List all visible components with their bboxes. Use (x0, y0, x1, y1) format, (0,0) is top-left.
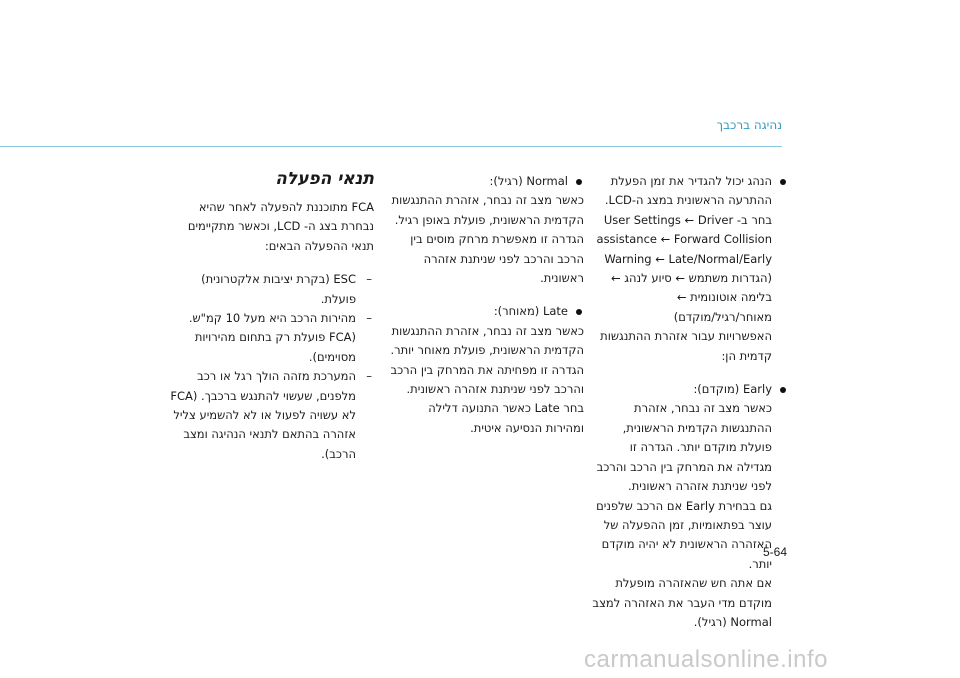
conditions-list (170, 270, 374, 464)
normal-description: כאשר מצב זה נבחר, אזהרת ההתנגשות הקדמית הראשונית, פועלת באופן רגיל. הגדרה זו מאפשרת מרחק מוסים בין הרכב והרכב לפני שניתנת אזהרה ראשונית. (391, 193, 584, 286)
bullet-early: Early (מוקדם): (592, 380, 788, 399)
watermark (0, 630, 960, 678)
late-description: כאשר מצב זה נבחר, אזהרת ההתנגשות הקדמית הראשונית, פועלת מאוחר יותר. הגדרה זו מפחיתה את המרחק בין הרכב והרכב לפני שניתנת אזהרה ראשונית. (390, 323, 584, 397)
page-number: 5-64 (763, 545, 788, 559)
condition-item: – המערכת מזהה הולך רגל או רכב מלפנים, שעשוי להתנגש ברכבך. (FCA לא עשויה לפעול או לא להשמיע צליל אזהרה בהתאם לתנאי הנהיגה ומצב הרכב). (170, 367, 374, 464)
left-column (170, 168, 374, 464)
condition-item: – מהירות הרכב היא מעל 10 קמ"ש. (FCA פועלת רק בתחום מהירויות מסוימים). (170, 309, 374, 367)
bullet-late: Late (מאוחר): (388, 302, 584, 321)
bullet-timing-setting: הנהג יכול להגדיר את זמן הפעלת ההתרעה הראשונית במצג ה-LCD. (592, 172, 788, 211)
right-column (592, 172, 788, 646)
options-intro-text: האפשרויות עבור אזהרת ההתנגשות קדמית הן: (600, 329, 772, 363)
menu-path-text: בחר ב- User Settings ← Driver assistance ← Forward Collision Warning ← Late/Normal/Early (הגדרות משתמש ← סיוע לנהג ← בלימה אוטונומית ← מאוחר/רגיל/מוקדם) (596, 212, 772, 324)
operating-conditions-title: תנאי הפעלה (275, 169, 374, 189)
watermark-text: carmanualsonline.info (584, 646, 828, 673)
condition-item: – ESC (בקרת יציבות אלקטרונית) פועלת. (170, 270, 374, 309)
early-advice: אם אתה חש שהאזהרה מופעלת מוקדם מדי העבר את האזהרה למצב Normal (רגיל). (592, 576, 772, 629)
section-header-title: נהיגה ברכבך (716, 118, 782, 132)
early-note: גם בבחירת Early אם הרכב שלפנים עוצר בפתאומיות, זמן ההפעלה של האזהרה הראשונית לא יהיה מוקדם יותר. (596, 498, 772, 571)
middle-column (388, 172, 584, 452)
early-description: כאשר מצב זה נבחר, אזהרת ההתנגשות הקדמית הראשונית, פועלת מוקדם יותר. הגדרה זו מגדילה את המרחק בין הרכב והרכב לפני שניתנת אזהרה ראשונית. (596, 401, 772, 494)
conditions-intro: FCA מתוכננת להפעלה לאחר שהיא נבחרת בצג ה- LCD, וכאשר מתקיימים תנאי ההפעלה הבאים: (187, 200, 374, 253)
page-header (0, 0, 960, 150)
header-divider (0, 146, 782, 147)
bullet-normal: Normal (רגיל): (388, 172, 584, 191)
late-advice: בחר Late כאשר התנועה דלילה ומהירות הנסיעה איטית. (428, 401, 584, 435)
